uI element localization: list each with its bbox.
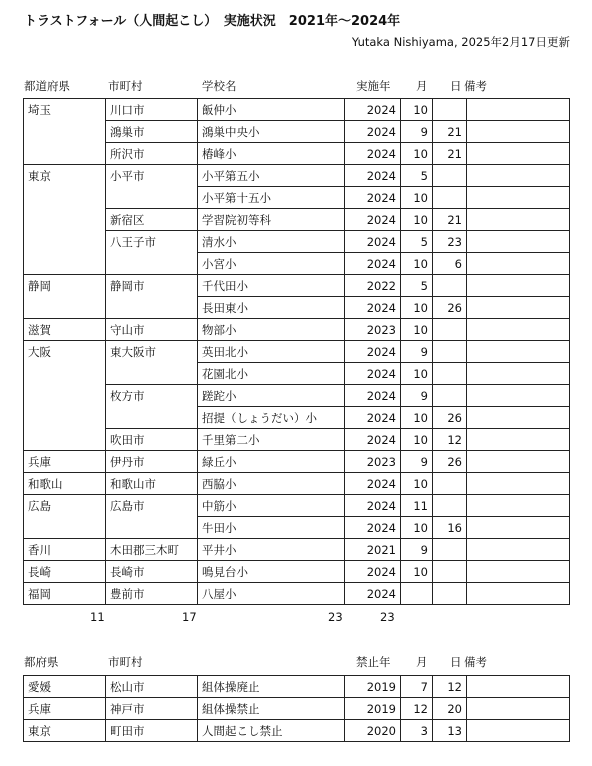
school-cell: 飯仲小 — [198, 99, 345, 121]
table-row — [24, 539, 570, 561]
prefecture-cell: 長崎 — [24, 561, 106, 583]
year-cell: 2019 — [345, 676, 401, 698]
day-cell — [433, 341, 467, 363]
table-row — [24, 275, 570, 297]
notes-cell — [467, 385, 570, 407]
year-cell: 2021 — [345, 539, 401, 561]
day-cell — [433, 539, 467, 561]
table-row — [24, 720, 570, 742]
notes-cell — [467, 363, 570, 385]
month-cell: 9 — [401, 341, 433, 363]
city-cell: 木田郡三木町 — [106, 539, 198, 561]
prefecture-cell — [24, 429, 106, 451]
table-row — [24, 561, 570, 583]
year-cell: 2024 — [345, 143, 401, 165]
prefecture-cell: 東京 — [24, 165, 106, 187]
school-cell: 牛田小 — [198, 517, 345, 539]
city-cell: 東大阪市 — [106, 341, 198, 363]
city-cell: 小平市 — [106, 165, 198, 187]
month-cell: 10 — [401, 429, 433, 451]
city-cell: 静岡市 — [106, 275, 198, 297]
year-cell: 2024 — [345, 121, 401, 143]
day-cell — [433, 187, 467, 209]
school-cell: 小宮小 — [198, 253, 345, 275]
city-cell: 広島市 — [106, 495, 198, 517]
year-cell: 2024 — [345, 583, 401, 605]
year-cell: 2024 — [345, 407, 401, 429]
prefecture-cell: 広島 — [24, 495, 106, 517]
day-cell: 26 — [433, 297, 467, 319]
city-cell: 八王子市 — [106, 231, 198, 253]
city-cell — [106, 297, 198, 319]
notes-cell — [467, 429, 570, 451]
notes-cell — [467, 99, 570, 121]
notes-cell — [467, 407, 570, 429]
notes-cell — [467, 720, 570, 742]
day-cell — [433, 561, 467, 583]
year-cell: 2024 — [345, 187, 401, 209]
table-row — [24, 407, 570, 429]
prefecture-cell: 埼玉 — [24, 99, 106, 121]
month-cell: 9 — [401, 385, 433, 407]
prefecture-cell — [24, 209, 106, 231]
school-cell: 長田東小 — [198, 297, 345, 319]
month-cell: 12 — [401, 698, 433, 720]
city-cell: 松山市 — [106, 676, 198, 698]
header-city: 市町村 — [108, 79, 143, 93]
day-cell — [433, 319, 467, 341]
year-cell: 2024 — [345, 385, 401, 407]
school-cell: 西脇小 — [198, 473, 345, 495]
prefecture-cell — [24, 187, 106, 209]
ban-header-city: 市町村 — [108, 655, 143, 669]
ban-header-day: 日 — [450, 655, 462, 669]
notes-cell — [467, 583, 570, 605]
month-cell: 10 — [401, 407, 433, 429]
header-notes: 備考 — [464, 79, 487, 93]
day-cell: 23 — [433, 231, 467, 253]
month-cell: 11 — [401, 495, 433, 517]
prefecture-cell — [24, 517, 106, 539]
notes-cell — [467, 676, 570, 698]
year-cell: 2023 — [345, 451, 401, 473]
city-cell: 伊丹市 — [106, 451, 198, 473]
year-cell: 2024 — [345, 561, 401, 583]
year-cell: 2024 — [345, 253, 401, 275]
year-cell: 2019 — [345, 698, 401, 720]
school-cell: 鴻巣中央小 — [198, 121, 345, 143]
year-cell: 2024 — [345, 517, 401, 539]
ban-header-notes: 備考 — [464, 655, 487, 669]
ban-header-prefecture: 都府県 — [24, 655, 59, 669]
prefecture-cell — [24, 253, 106, 275]
table-row — [24, 165, 570, 187]
notes-cell — [467, 297, 570, 319]
notes-cell — [467, 451, 570, 473]
prefecture-cell — [24, 385, 106, 407]
month-cell: 3 — [401, 720, 433, 742]
table-row — [24, 143, 570, 165]
table-row — [24, 319, 570, 341]
day-cell: 26 — [433, 451, 467, 473]
table-row — [24, 385, 570, 407]
day-cell — [433, 99, 467, 121]
prefecture-cell: 福岡 — [24, 583, 106, 605]
year-cell: 2024 — [345, 363, 401, 385]
table-row — [24, 99, 570, 121]
table-row — [24, 473, 570, 495]
city-cell: 豊前市 — [106, 583, 198, 605]
day-cell: 12 — [433, 676, 467, 698]
city-cell: 鴻巣市 — [106, 121, 198, 143]
day-cell: 12 — [433, 429, 467, 451]
table-row — [24, 297, 570, 319]
day-cell — [433, 385, 467, 407]
ban-header-month: 月 — [416, 655, 428, 669]
day-cell: 21 — [433, 143, 467, 165]
prefecture-cell — [24, 363, 106, 385]
notes-cell — [467, 187, 570, 209]
month-cell: 9 — [401, 121, 433, 143]
prefecture-cell: 滋賀 — [24, 319, 106, 341]
prefecture-cell — [24, 407, 106, 429]
ban-header-year: 禁止年 — [356, 655, 391, 669]
school-cell: 千代田小 — [198, 275, 345, 297]
table-row — [24, 676, 570, 698]
city-cell: 和歌山市 — [106, 473, 198, 495]
year-cell: 2024 — [345, 99, 401, 121]
prefecture-cell: 兵庫 — [24, 698, 106, 720]
month-cell: 5 — [401, 165, 433, 187]
year-cell: 2024 — [345, 209, 401, 231]
year-cell: 2023 — [345, 319, 401, 341]
notes-cell — [467, 473, 570, 495]
prefecture-cell — [24, 231, 106, 253]
school-cell: 蹉跎小 — [198, 385, 345, 407]
header-month: 月 — [416, 79, 428, 93]
header-year: 実施年 — [356, 79, 391, 93]
total-cities: 17 — [182, 610, 197, 624]
month-cell: 10 — [401, 253, 433, 275]
school-cell: 小平第五小 — [198, 165, 345, 187]
prefecture-cell: 兵庫 — [24, 451, 106, 473]
school-cell: 千里第二小 — [198, 429, 345, 451]
notes-cell — [467, 517, 570, 539]
month-cell: 10 — [401, 209, 433, 231]
day-cell: 20 — [433, 698, 467, 720]
school-cell: 招提（しょうだい）小 — [198, 407, 345, 429]
prefecture-cell — [24, 143, 106, 165]
month-cell: 5 — [401, 231, 433, 253]
notes-cell — [467, 698, 570, 720]
table-row — [24, 121, 570, 143]
day-cell: 16 — [433, 517, 467, 539]
city-cell — [106, 187, 198, 209]
table-row — [24, 253, 570, 275]
total-implementations: 23 — [380, 610, 395, 624]
school-cell: 学習院初等科 — [198, 209, 345, 231]
city-cell: 神戸市 — [106, 698, 198, 720]
table-row — [24, 583, 570, 605]
year-cell: 2020 — [345, 720, 401, 742]
city-cell — [106, 517, 198, 539]
school-cell: 八屋小 — [198, 583, 345, 605]
table-row — [24, 209, 570, 231]
prefecture-cell: 和歌山 — [24, 473, 106, 495]
school-cell: 中筋小 — [198, 495, 345, 517]
notes-cell — [467, 275, 570, 297]
notes-cell — [467, 319, 570, 341]
total-prefectures: 11 — [90, 610, 105, 624]
prefecture-cell — [24, 297, 106, 319]
city-cell: 枚方市 — [106, 385, 198, 407]
year-cell: 2024 — [345, 231, 401, 253]
school-cell: 椿峰小 — [198, 143, 345, 165]
city-cell — [106, 363, 198, 385]
notes-cell — [467, 121, 570, 143]
notes-cell — [467, 561, 570, 583]
month-cell: 9 — [401, 451, 433, 473]
school-cell: 小平第十五小 — [198, 187, 345, 209]
school-cell: 平井小 — [198, 539, 345, 561]
table-row — [24, 231, 570, 253]
header-school: 学校名 — [202, 79, 237, 93]
ban-table — [23, 675, 570, 742]
city-cell: 所沢市 — [106, 143, 198, 165]
year-cell: 2024 — [345, 495, 401, 517]
day-cell — [433, 363, 467, 385]
table-row — [24, 517, 570, 539]
page-title: トラストフォール（人間起こし） 実施状況 2021年～2024年 — [24, 14, 401, 29]
year-cell: 2024 — [345, 165, 401, 187]
ban-content-cell: 組体操禁止 — [198, 698, 345, 720]
ban-content-cell: 組体操廃止 — [198, 676, 345, 698]
school-cell: 花園北小 — [198, 363, 345, 385]
notes-cell — [467, 209, 570, 231]
author-update-note: Yutaka Nishiyama, 2025年2月17日更新 — [351, 35, 570, 49]
month-cell: 10 — [401, 297, 433, 319]
month-cell: 10 — [401, 473, 433, 495]
table-row — [24, 341, 570, 363]
year-cell: 2024 — [345, 297, 401, 319]
notes-cell — [467, 253, 570, 275]
notes-cell — [467, 143, 570, 165]
table-row — [24, 187, 570, 209]
school-cell: 清水小 — [198, 231, 345, 253]
prefecture-cell: 静岡 — [24, 275, 106, 297]
month-cell: 10 — [401, 99, 433, 121]
month-cell: 9 — [401, 539, 433, 561]
table-row — [24, 363, 570, 385]
header-prefecture: 都道府県 — [24, 79, 70, 93]
table-row — [24, 495, 570, 517]
month-cell: 10 — [401, 561, 433, 583]
notes-cell — [467, 341, 570, 363]
day-cell: 6 — [433, 253, 467, 275]
day-cell: 21 — [433, 121, 467, 143]
day-cell: 26 — [433, 407, 467, 429]
month-cell: 10 — [401, 319, 433, 341]
month-cell: 10 — [401, 143, 433, 165]
city-cell: 長崎市 — [106, 561, 198, 583]
year-cell: 2024 — [345, 341, 401, 363]
month-cell: 7 — [401, 676, 433, 698]
day-cell — [433, 165, 467, 187]
school-cell: 物部小 — [198, 319, 345, 341]
ban-content-cell: 人間起こし禁止 — [198, 720, 345, 742]
city-cell: 守山市 — [106, 319, 198, 341]
day-cell — [433, 495, 467, 517]
implementation-table — [23, 98, 570, 605]
city-cell: 川口市 — [106, 99, 198, 121]
school-cell: 鳴見台小 — [198, 561, 345, 583]
table-row — [24, 451, 570, 473]
day-cell — [433, 275, 467, 297]
month-cell: 10 — [401, 187, 433, 209]
month-cell — [401, 583, 433, 605]
notes-cell — [467, 495, 570, 517]
month-cell: 5 — [401, 275, 433, 297]
month-cell: 10 — [401, 517, 433, 539]
notes-cell — [467, 231, 570, 253]
day-cell: 21 — [433, 209, 467, 231]
school-cell: 緑丘小 — [198, 451, 345, 473]
prefecture-cell — [24, 121, 106, 143]
table-row — [24, 429, 570, 451]
day-cell: 13 — [433, 720, 467, 742]
year-cell: 2024 — [345, 473, 401, 495]
day-cell — [433, 583, 467, 605]
prefecture-cell: 香川 — [24, 539, 106, 561]
day-cell — [433, 473, 467, 495]
year-cell: 2024 — [345, 429, 401, 451]
prefecture-cell: 大阪 — [24, 341, 106, 363]
prefecture-cell: 東京 — [24, 720, 106, 742]
city-cell: 新宿区 — [106, 209, 198, 231]
year-cell: 2022 — [345, 275, 401, 297]
city-cell — [106, 253, 198, 275]
prefecture-cell: 愛媛 — [24, 676, 106, 698]
total-schools: 23 — [328, 610, 343, 624]
table-row — [24, 698, 570, 720]
notes-cell — [467, 165, 570, 187]
city-cell: 吹田市 — [106, 429, 198, 451]
city-cell: 町田市 — [106, 720, 198, 742]
month-cell: 10 — [401, 363, 433, 385]
notes-cell — [467, 539, 570, 561]
header-day: 日 — [450, 79, 462, 93]
city-cell — [106, 407, 198, 429]
school-cell: 英田北小 — [198, 341, 345, 363]
